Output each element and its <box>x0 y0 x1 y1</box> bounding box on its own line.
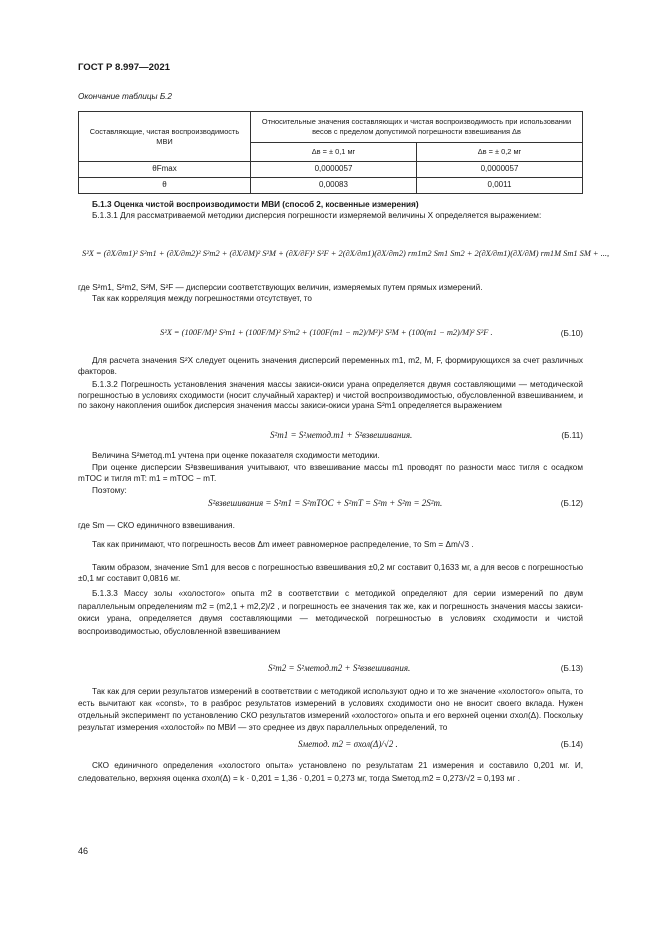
equation-number-b12: (Б.12) <box>560 499 583 508</box>
paragraph-sm: где Sm — СКО единичного взвешивания. <box>78 521 235 530</box>
equation-b10: S²X = (100F/M)² S²m1 + (100F/M)² S²m2 + (100F(m1 − m2)/M²)² S²M + (100(m1 − m2)/M)² S²F . <box>160 328 493 337</box>
components-table <box>78 111 583 194</box>
equation-number-b10: (Б.10) <box>560 329 583 338</box>
paragraph-weighing: При оценке дисперсии S²взвешивания учитывают, что взвешивание массы m1 проводят по разности масс тигля с осадком mTOC и тигля mT: m1 = mTOC − mT. <box>78 463 583 483</box>
paragraph-correlation: Так как корреляция между погрешностями отсутствует, то <box>92 294 312 303</box>
table-caption: Окончание таблицы Б.2 <box>78 92 172 101</box>
page-number: 46 <box>78 846 89 856</box>
paragraph-dispersion: Для расчета значения S²X следует оценить значения дисперсий переменных m1, m2, M, F, формирующихся за счет различных факторов. <box>78 356 583 376</box>
equation-b11: S²m1 = S²метод.m1 + S²взвешивания. <box>270 430 413 440</box>
equation-number-b11: (Б.11) <box>561 431 583 440</box>
equation-main: S²X = (∂X/∂m1)² S²m1 + (∂X/∂m2)² S²m2 + (∂X/∂M)² S²M + (∂X/∂F)² S²F + 2(∂X/∂m1)(∂X/∂m2) rm1m2 Sm1 Sm2 + 2(∂X/∂m1)(∂X/∂M) rm1M Sm1 SM + ..., <box>82 249 610 258</box>
table-col1-header: Составляющие, чистая воспроизводимость МВИ <box>79 112 251 162</box>
paragraph-thus: Таким образом, значение Sm1 для весов с погрешностью взвешивания ±0,2 мг составит 0,1633 мг, а для весов с погрешностью ±0,1 мг составит 0,0816 мг. <box>78 563 583 583</box>
table-row <box>79 162 583 178</box>
row-value-2: 0,0000057 <box>416 162 582 178</box>
paragraph-blank-sko: СКО единичного определения «холостого опыта» установлено по результатам 21 измерения и составило 0,201 мг. И, следовательно, верхняя оценка σхол(Δ) = k · 0,201 = 1,36 · 0,201 = 0,273 мг, тогда Sметод.m2 = 0,273/√2 = 0,193 мг . <box>78 761 583 783</box>
equation-number-b13: (Б.13) <box>560 664 583 673</box>
row-value-1: 0,00083 <box>251 178 417 194</box>
paragraph-therefore: Поэтому: <box>92 486 127 495</box>
equation-b14: Sметод. m2 = σхол(Δ)/√2 . <box>298 739 398 749</box>
paragraph-uniform: Так как принимают, что погрешность весов Δm имеет равномерное распределение, то Sm = Δm/√3 . <box>92 540 474 549</box>
paragraph-where: где S²m1, S²m2, S²M, S²F — дисперсии соответствующих величин, измеряемых путем прямых измерений. <box>78 283 483 292</box>
row-value-2: 0,0011 <box>416 178 582 194</box>
table-subheader-2: Δв = ± 0,2 мг <box>416 143 582 162</box>
paragraph-b131: Б.1.3.1 Для рассматриваемой методики дисперсия погрешности измеряемой величины X определяется выражением: <box>92 211 542 220</box>
row-label: θFmax <box>79 162 251 178</box>
equation-b13: S²m2 = S²метод.m2 + S²взвешивания. <box>268 663 411 673</box>
paragraph-blank-experiment: Так как для серии результатов измерений в соответствии с методикой используют одно и то же значение «холостого» опыта, то есть вычитают как «const», то в разброс результатов измерений в условиях сходимости оно не вносит своего вклада. Нужен отдельный эксперимент по установлению СКО результатов измерений «холостого» опыта и его верхней оценки σхол(Δ). Поскольку результат измерения «холостой» по МВИ — это среднее из двух параллельных определений, то <box>78 687 583 732</box>
equation-number-b14: (Б.14) <box>560 740 583 749</box>
row-value-1: 0,0000057 <box>251 162 417 178</box>
table-row <box>79 178 583 194</box>
section-heading: Б.1.3 Оценка чистой воспроизводимости МВИ (способ 2, косвенные измерения) <box>92 200 419 209</box>
equation-b12: S²взвешивания = S²m1 = S²mTOC + S²mT = S²m + S²m = 2S²m. <box>208 498 443 508</box>
paragraph-method-value: Величина S²метод.m1 учтена при оценке показателя сходимости методики. <box>92 451 380 460</box>
document-header: ГОСТ Р 8.997—2021 <box>78 62 170 73</box>
paragraph-b133: Б.1.3.3 Массу золы «холостого» опыта m2 в соответствии с методикой определяют для серии измерений по двум параллельным определениям m2 = (m2,1 + m2,2)/2 , и погрешность ее значения так же, как и погрешность значения массы закиси-окиси урана, определяется двумя составляющими — методической погрешностью в условиях сходимости и чистой воспроизводимостью, обусловленной взвешиванием <box>78 589 583 637</box>
row-label: θ <box>79 178 251 194</box>
table-group-header: Относительные значения составляющих и чистая воспроизводимость при использовании весов с пределом допустимой погрешности взвешивания Δв <box>251 112 583 143</box>
paragraph-b132: Б.1.3.2 Погрешность установления значения массы закиси-окиси урана определяется двумя составляющими — методической погрешностью в условиях сходимости (носит случайный характер) и чистой воспроизводимостью, обусловленной взвешиванием, и по закону накопления ошибок дисперсия значения массы закиси-окиси урана S²m1 определяется выражением <box>78 380 583 411</box>
table-subheader-1: Δв = ± 0,1 мг <box>251 143 417 162</box>
